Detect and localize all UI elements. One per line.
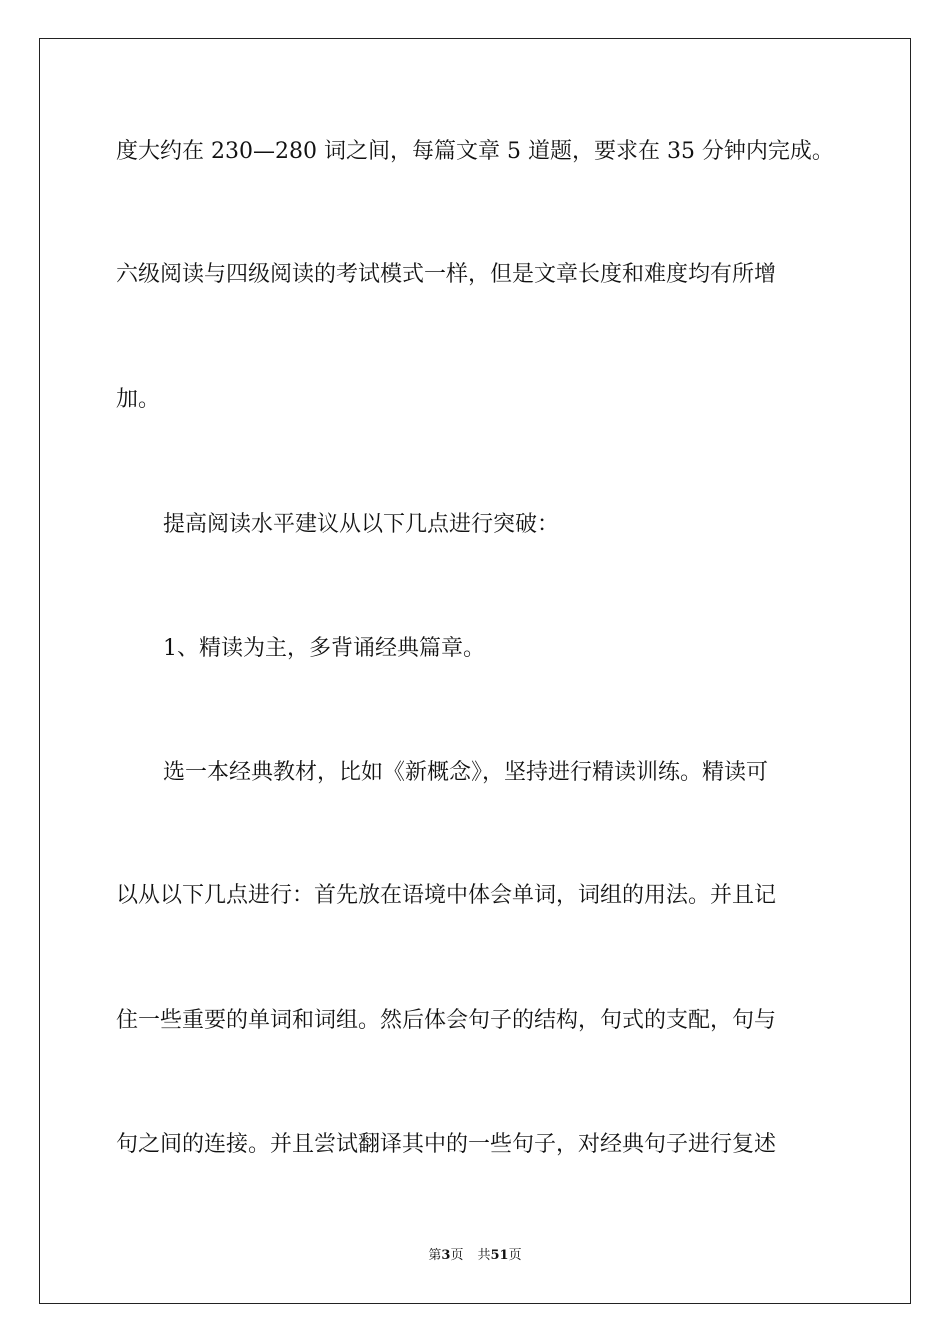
section-heading: 提高阅读水平建议从以下几点进行突破： — [163, 512, 560, 537]
footer-page-current: 3 — [441, 1248, 451, 1263]
page-border — [39, 38, 911, 1304]
footer-page-prefix: 第 — [428, 1248, 442, 1263]
body-line-2: 六级阅读与四级阅读的考试模式一样，但是文章长度和难度均有所增 — [116, 262, 777, 287]
body-line-6: 选一本经典教材，比如《新概念》，坚持进行精读训练。精读可 — [163, 760, 769, 785]
body-line-1: 度大约在 230—280 词之间，每篇文章 5 道题，要求在 35 分钟内完成。 — [116, 139, 834, 164]
footer-total-suffix: 页 — [508, 1248, 522, 1263]
footer-page-suffix: 页 — [450, 1248, 464, 1263]
page-footer — [0, 1247, 950, 1265]
footer-total-prefix: 共 — [477, 1248, 491, 1263]
body-line-7: 以从以下几点进行：首先放在语境中体会单词，词组的用法。并且记 — [116, 883, 777, 908]
body-line-3: 加。 — [116, 387, 161, 412]
footer-page-total: 51 — [490, 1248, 509, 1263]
list-item-1: 1、精读为主，多背诵经典篇章。 — [163, 636, 485, 661]
body-line-8: 住一些重要的单词和词组。然后体会句子的结构，句式的支配，句与 — [116, 1008, 777, 1033]
body-line-9: 句之间的连接。并且尝试翻译其中的一些句子，对经典句子进行复述 — [116, 1132, 777, 1157]
